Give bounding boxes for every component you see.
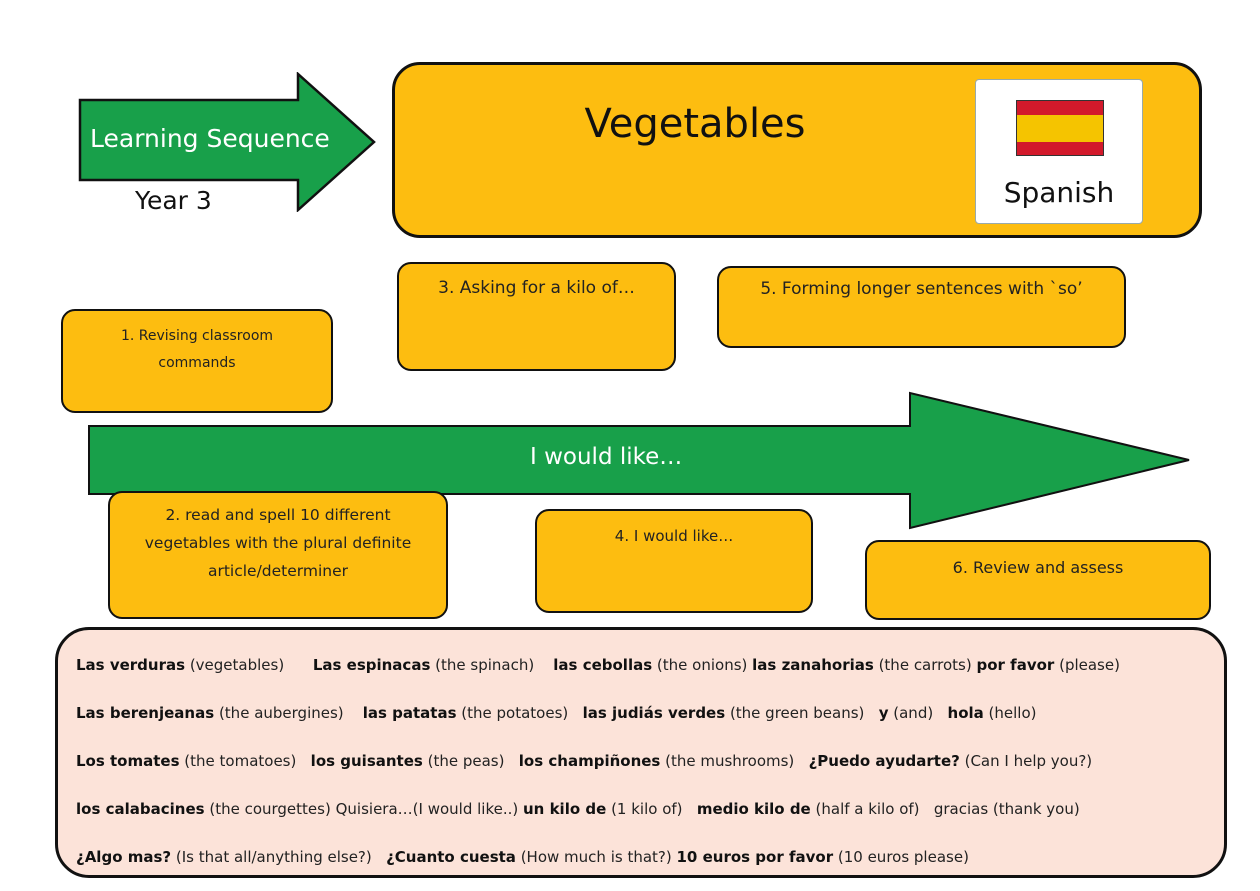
language-label: Spanish <box>1003 176 1115 209</box>
step-1-text: 1. Revising classroom commands <box>120 328 274 371</box>
vocab-translation: (half a kilo of) <box>815 800 920 818</box>
vocab-line <box>76 656 1120 674</box>
step-5 <box>717 266 1126 348</box>
step-2-text: 2. read and spell 10 different vegetables with the plural definite article/determiner <box>144 506 412 580</box>
vocab-translation: (the onions) <box>656 656 748 674</box>
vocab-translation: (vegetables) <box>189 656 285 674</box>
vocab-term: las patatas <box>362 704 457 722</box>
vocab-translation: (the spinach) <box>435 656 535 674</box>
vocab-term: ¿Puedo ayudarte? <box>808 752 960 770</box>
vocab-translation: (10 euros please) <box>837 848 969 866</box>
vocabulary-panel <box>55 627 1227 878</box>
vocab-translation: (the green beans) <box>729 704 865 722</box>
center-arrow-label: I would like… <box>530 444 683 470</box>
vocab-term: las zanahorias <box>752 656 874 674</box>
vocab-term: ¿Algo mas? <box>76 848 172 866</box>
vocab-term: los champiñones <box>518 752 661 770</box>
vocab-translation: (the peas) <box>427 752 505 770</box>
learning-sequence-label: Learning Sequence <box>90 124 330 153</box>
vocab-translation: (the courgettes) <box>209 800 331 818</box>
vocab-translation: (Is that all/anything else?) <box>175 848 372 866</box>
vocab-line <box>76 800 1080 818</box>
step-1 <box>61 309 333 413</box>
step-3-text: 3. Asking for a kilo of… <box>438 278 635 298</box>
vocab-translation: (and) <box>893 704 934 722</box>
vocab-term: medio kilo de <box>696 800 811 818</box>
vocab-term: los guisantes <box>310 752 423 770</box>
vocab-translation: (please) <box>1059 656 1120 674</box>
vocab-translation: (the aubergines) <box>218 704 344 722</box>
vocab-translation: (the mushrooms) <box>665 752 795 770</box>
vocab-translation: (the carrots) <box>878 656 972 674</box>
vocab-term: Las verduras <box>76 656 186 674</box>
spain-flag-icon <box>1016 100 1104 156</box>
vocab-term: los calabacines <box>76 800 205 818</box>
vocab-line <box>76 848 969 866</box>
vocab-term: las judiás verdes <box>582 704 726 722</box>
title-banner <box>392 62 1202 238</box>
step-4 <box>535 509 813 613</box>
year-label: Year 3 <box>135 186 212 215</box>
vocab-translation: (hello) <box>988 704 1037 722</box>
vocab-translation: gracias (thank you) <box>933 800 1080 818</box>
vocab-translation: (How much is that?) <box>520 848 672 866</box>
language-card <box>975 79 1143 224</box>
vocab-term: por favor <box>976 656 1055 674</box>
step-2 <box>108 491 448 619</box>
vocab-translation: (Can I help you?) <box>964 752 1093 770</box>
vocab-translation: (1 kilo of) <box>611 800 683 818</box>
vocab-translation: Quisiera…(I would like..) <box>335 800 519 818</box>
vocab-term: ¿Cuanto cuesta <box>386 848 516 866</box>
step-5-text: 5. Forming longer sentences with `so’ <box>760 279 1083 299</box>
step-4-text: 4. I would like… <box>614 527 734 545</box>
vocab-term: Las espinacas <box>312 656 431 674</box>
vocab-line <box>76 704 1037 722</box>
vocab-term: Las berenjeanas <box>76 704 215 722</box>
vocab-term: y <box>878 704 889 722</box>
vocab-term: hola <box>947 704 984 722</box>
step-6 <box>865 540 1211 620</box>
step-6-text: 6. Review and assess <box>952 558 1124 577</box>
vocab-term: Los tomates <box>76 752 180 770</box>
vocab-term: 10 euros por favor <box>676 848 834 866</box>
vocab-line <box>76 752 1092 770</box>
vocab-translation: (the tomatoes) <box>184 752 297 770</box>
vocab-term: las cebollas <box>553 656 653 674</box>
vocab-term: un kilo de <box>523 800 607 818</box>
step-3 <box>397 262 676 371</box>
page-title: Vegetables <box>584 101 806 147</box>
vocab-translation: (the potatoes) <box>461 704 569 722</box>
